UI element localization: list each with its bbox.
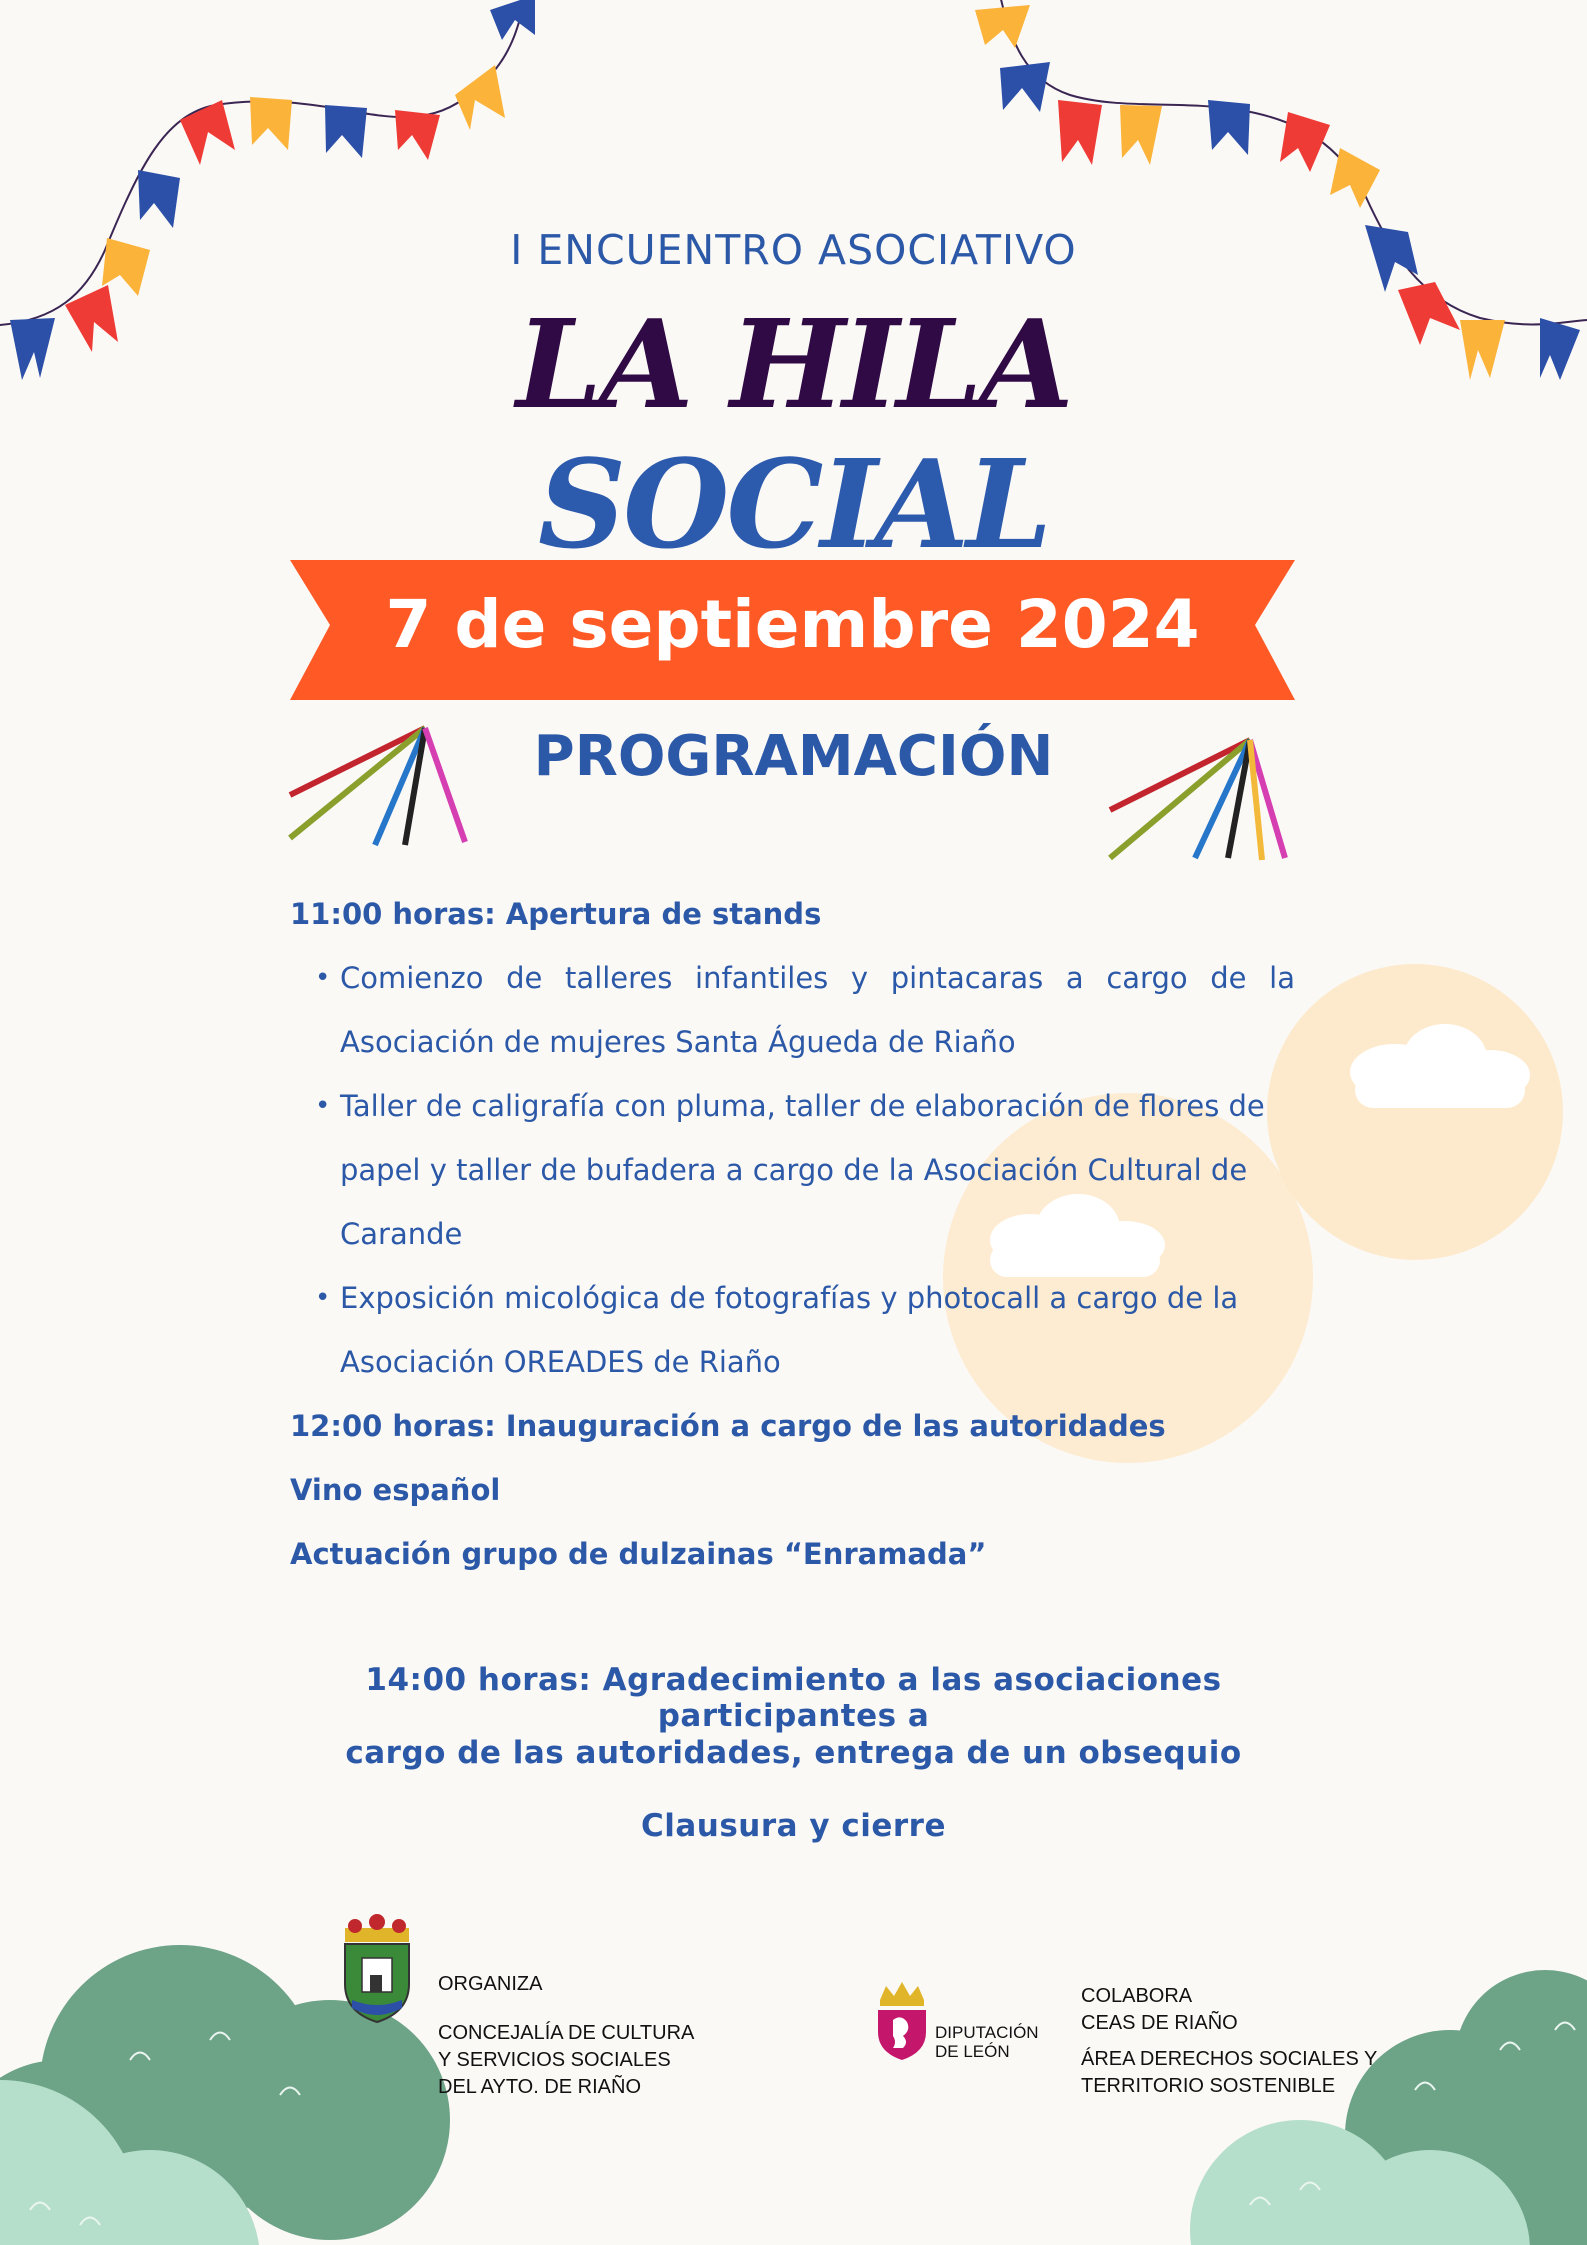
program-bullet-1: • Comienzo de talleres infantiles y pintacaras a cargo de la — [290, 946, 1295, 1010]
section-heading: PROGRAMACIÓN — [533, 724, 1054, 789]
colabora-heading — [1081, 1983, 1238, 2037]
program-slot-1100: 11:00 horas: Apertura de stands — [290, 897, 822, 931]
organiza-line: CONCEJALÍA DE CULTURA — [438, 2022, 695, 2044]
program-slot-1200: 12:00 horas: Inauguración a cargo de las autoridades — [290, 1409, 1166, 1443]
colabora-block — [1081, 2046, 1377, 2100]
bunting-string — [0, 0, 525, 325]
program-item-music: Actuación grupo de dulzainas “Enramada” — [290, 1537, 987, 1571]
colabora-line: TERRITORIO SOSTENIBLE — [1081, 2075, 1336, 2097]
colabora-line: COLABORA — [1081, 1985, 1193, 2007]
title-line-1: LA HILA — [516, 292, 1071, 436]
sun-circle — [1267, 964, 1563, 1260]
program-bullet-3-cont: Asociación OREADES de Riaño — [340, 1345, 781, 1379]
diputacion-logo-text — [935, 2023, 1039, 2061]
organiza-line: DEL AYTO. DE RIAÑO — [438, 2076, 642, 2098]
program-bullet-1-cont: Asociación de mujeres Santa Águeda de Riaño — [340, 1025, 1016, 1059]
program-bullet-2: • Taller de caligrafía con pluma, taller de elaboración de flores de — [290, 1074, 1295, 1138]
diputacion-line: DIPUTACIÓN — [935, 2023, 1039, 2042]
event-date: 7 de septiembre 2024 — [385, 586, 1200, 663]
program-item-wine: Vino español — [290, 1473, 501, 1507]
closing-line-2: cargo de las autoridades, entrega de un obsequio — [345, 1735, 1242, 1771]
event-kicker: I ENCUENTRO ASOCIATIVO — [510, 226, 1077, 274]
closing-line-3: Clausura y cierre — [640, 1808, 946, 1844]
organiza-heading: ORGANIZA — [438, 1973, 543, 1995]
program-bullet-2-cont: papel y taller de bufadera a cargo de la Asociación Cultural de — [340, 1153, 1248, 1187]
diputacion-line: DE LEÓN — [935, 2042, 1010, 2061]
bunting-string — [1000, 0, 1587, 324]
colabora-line: ÁREA DERECHOS SOCIALES Y — [1081, 2048, 1378, 2070]
program-bullet-3: • Exposición micológica de fotografías y photocall a cargo de la — [290, 1266, 1295, 1330]
program-bullet-2-cont: Carande — [340, 1217, 463, 1251]
organiza-line: Y SERVICIOS SOCIALES — [438, 2049, 671, 2071]
colabora-line: CEAS DE RIAÑO — [1081, 2012, 1238, 2034]
program-list — [290, 882, 1295, 1586]
riano-coat-of-arms-icon — [345, 1914, 409, 2022]
organiza-block — [438, 2020, 694, 2101]
bush-right — [1190, 1970, 1587, 2245]
leon-crown-lion-logo-icon — [878, 1982, 926, 2060]
closing-line-1: 14:00 horas: Agradecimiento a las asociaciones participantes a — [365, 1662, 1222, 1734]
title-line-2: SOCIAL — [538, 432, 1049, 576]
